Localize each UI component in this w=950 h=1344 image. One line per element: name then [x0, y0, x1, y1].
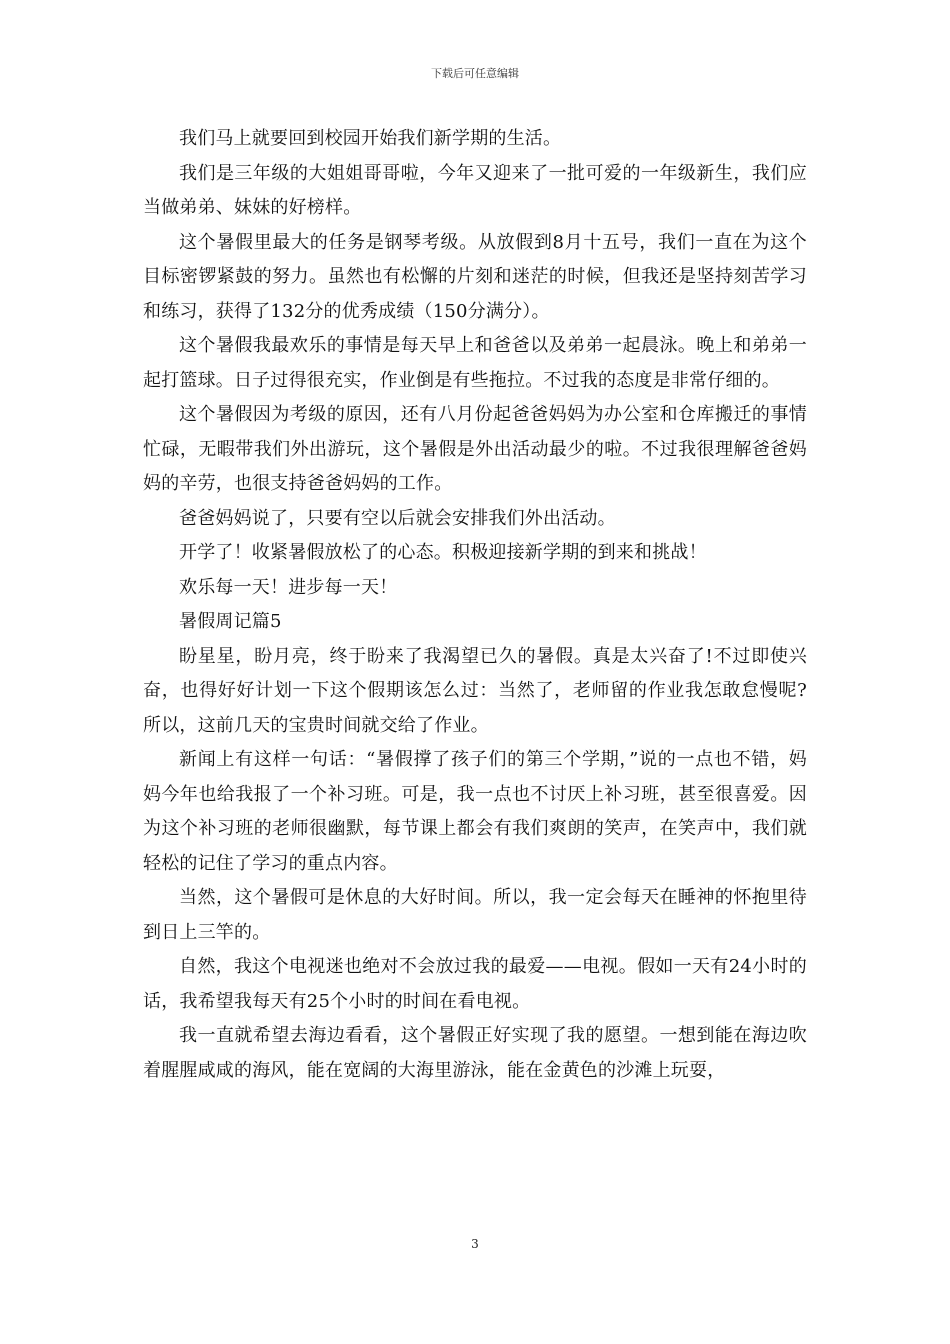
paragraph: 盼星星，盼月亮，终于盼来了我渴望已久的暑假。真是太兴奋了!不过即使兴奋，也得好好计划一下这个假期该怎么过：当然了，老师留的作业我怎敢怠慢呢?所以，这前几天的宝贵时间就交给了作业。	[143, 645, 807, 736]
paragraph: 这个暑假因为考级的原因，还有八月份起爸爸妈妈为办公室和仓库搬迁的事情忙碌，无暇带我们外出游玩，这个暑假是外出活动最少的啦。不过我很理解爸爸妈妈的辛劳，也很支持爸爸妈妈的工作。	[143, 404, 807, 494]
paragraph: 自然，我这个电视迷也绝对不会放过我的最爱——电视。假如一天有24小时的话，我希望我每天有25个小时的时间在看电视。	[143, 956, 807, 1012]
page-number: 3	[471, 1237, 479, 1251]
paragraph: 我们马上就要回到校园开始我们新学期的生活。	[179, 128, 562, 149]
paragraph: 这个暑假我最欢乐的事情是每天早上和爸爸以及弟弟一起晨泳。晚上和弟弟一起打篮球。日子过得很充实，作业倒是有些拖拉。不过我的态度是非常仔细的。	[143, 335, 807, 391]
section-heading: 暑假周记篇5	[179, 611, 282, 632]
document-body	[143, 122, 807, 1088]
page-header: 下载后可任意编辑	[431, 67, 519, 80]
paragraph: 我们是三年级的大姐姐哥哥啦，今年又迎来了一批可爱的一年级新生，我们应当做弟弟、妹妹的好榜样。	[143, 162, 807, 218]
paragraph: 我一直就希望去海边看看，这个暑假正好实现了我的愿望。一想到能在海边吹着腥腥咸咸的海风，能在宽阔的大海里游泳，能在金黄色的沙滩上玩耍，	[143, 1025, 807, 1081]
paragraph: 爸爸妈妈说了，只要有空以后就会安排我们外出活动。	[179, 507, 616, 529]
paragraph: 这个暑假里最大的任务是钢琴考级。从放假到8月十五号，我们一直在为这个目标密锣紧鼓的努力。虽然也有松懈的片刻和迷茫的时候，但我还是坚持刻苦学习和练习，获得了132分的优秀成绩（150分满分）。	[143, 231, 807, 322]
paragraph: 开学了！收紧暑假放松了的心态。积极迎接新学期的到来和挑战！	[179, 542, 707, 563]
paragraph: 欢乐每一天！进步每一天！	[179, 576, 398, 598]
paragraph: 当然，这个暑假可是休息的大好时间。所以，我一定会每天在睡神的怀抱里待到日上三竿的。	[143, 887, 807, 943]
paragraph: 新闻上有这样一句话：“暑假撑了孩子们的第三个学期，”说的一点也不错，妈妈今年也给我报了一个补习班。可是，我一点也不讨厌上补习班，甚至很喜爱。因为这个补习班的老师很幽默，每节课上都会有我们爽朗的笑声，在笑声中，我们就轻松的记住了学习的重点内容。	[143, 749, 807, 874]
